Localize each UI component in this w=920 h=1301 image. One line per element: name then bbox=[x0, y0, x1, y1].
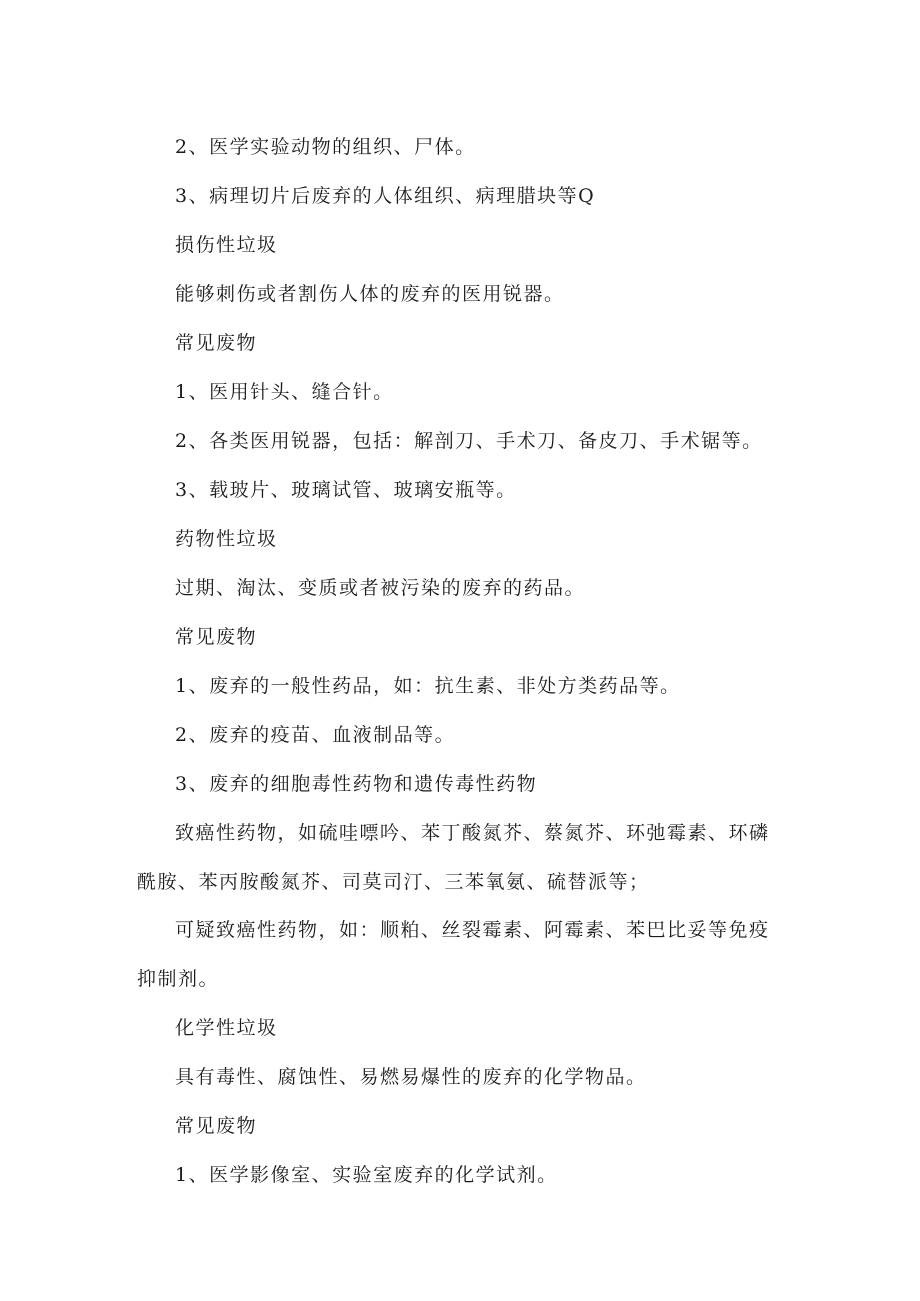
list-item: 2、废弃的疫苗、血液制品等。 bbox=[175, 724, 456, 746]
paragraph: 3、病理切片后废弃的人体组织、病理腊块等Q bbox=[175, 185, 596, 207]
section-heading: 化学性垃圾 bbox=[175, 1017, 278, 1039]
paragraph: 过期、淘汰、变质或者被污染的废弃的药品。 bbox=[175, 577, 586, 599]
list-item: 1、废弃的一般性药品，如：抗生素、非处方类药品等。 bbox=[175, 675, 681, 697]
list-item: 3、载玻片、玻璃试管、玻璃安瓶等。 bbox=[175, 479, 517, 501]
paragraph: 2、医学实验动物的组织、尸体。 bbox=[175, 136, 476, 158]
list-item: 1、医学影像室、实验室废弃的化学试剂。 bbox=[175, 1164, 558, 1186]
section-heading: 损伤性垃圾 bbox=[175, 234, 278, 256]
paragraph: 能够刺伤或者割伤人体的废弃的医用锐器。 bbox=[175, 283, 565, 305]
paragraph: 致癌性药物，如硫哇嘌吟、苯丁酸氮芥、蔡氮芥、环弛霉素、环磷酰胺、苯丙胺酸氮芥、司莫司汀、三苯氧氨、硫替派等； bbox=[137, 822, 770, 893]
section-heading: 药物性垃圾 bbox=[175, 528, 278, 550]
list-item: 1、医用针头、缝合针。 bbox=[175, 381, 394, 403]
subheading: 常见废物 bbox=[175, 1115, 258, 1137]
paragraph: 可疑致癌性药物，如：顺粕、丝裂霉素、阿霉素、苯巴比妥等免疫抑制剂。 bbox=[137, 919, 770, 990]
subheading: 常见废物 bbox=[175, 626, 258, 648]
subheading: 常见废物 bbox=[175, 332, 258, 354]
list-item: 3、废弃的细胞毒性药物和遗传毒性药物 bbox=[175, 773, 538, 795]
list-item: 2、各类医用锐器，包括：解剖刀、手术刀、备皮刀、手术锯等。 bbox=[175, 430, 763, 452]
paragraph: 具有毒性、腐蚀性、易燃易爆性的废弃的化学物品。 bbox=[175, 1066, 647, 1088]
